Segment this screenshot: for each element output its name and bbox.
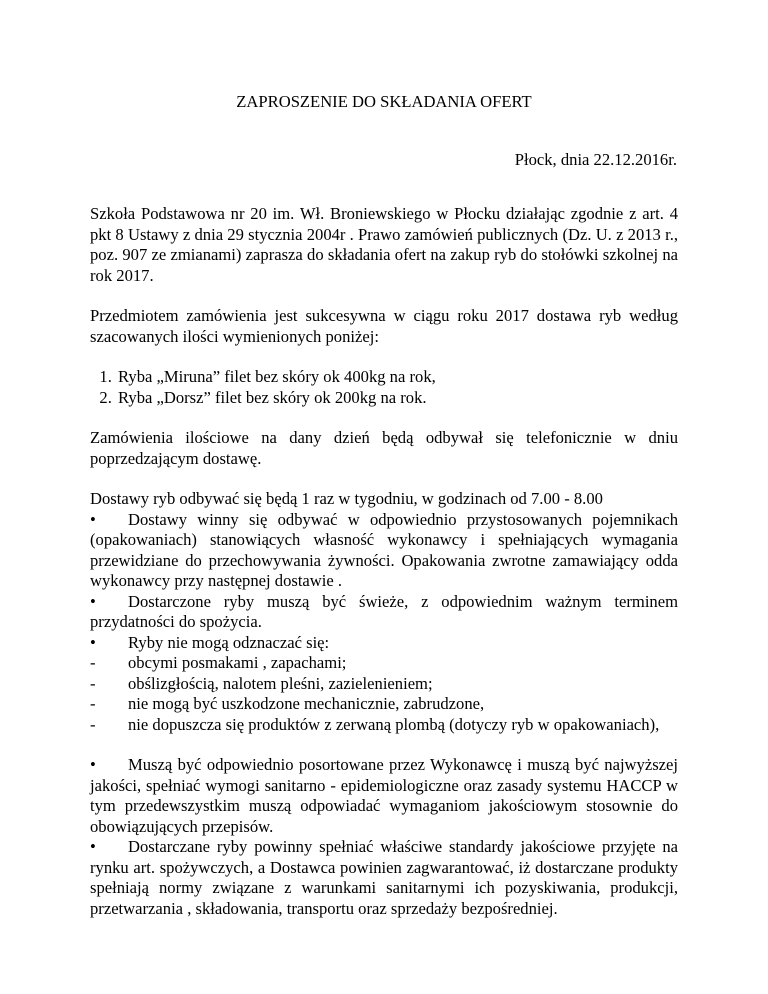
dash-item: [90, 653, 678, 674]
dash-text: obślizgłością, nalotem pleśni, zazielenieniem;: [128, 673, 433, 693]
dash-mark: -: [90, 694, 96, 713]
dash-item: [90, 674, 678, 695]
bullet-text: Muszą być odpowiednio posortowane przez Wykonawcę i muszą być najwyższej jakości, spełniać wymogi sanitarno - epidemiologiczne oraz zasady systemu HACCP w tym przedewszystkim muszą odpowiadać wymaganiom jakościowym stosownie do obowiązujących przepisów.: [90, 755, 678, 836]
bullet-not: [90, 633, 678, 654]
dash-mark: -: [90, 714, 96, 734]
bullet-mark: •: [90, 755, 96, 774]
bullet-mark: •: [90, 509, 96, 529]
bullet-text: Ryby nie mogą odznaczać się:: [128, 632, 330, 652]
document-body: [90, 204, 678, 919]
dash-text: nie mogą być uszkodzone mechanicznie, zabrudzone,: [128, 694, 485, 713]
bullet-text: Dostarczane ryby powinny spełniać właściwe standardy jakościowe przyjęte na rynku art. spożywczych, a Dostawca powinien zagwarantować, iż dostarczane produkty spełniają normy związane z warunkami sanitarnymi ich pozyskiwania, produkcji, przetwarzania , składowania, transportu oraz sprzedaży bezpośredniej.: [90, 837, 678, 918]
delivery-schedule: Dostawy ryb odbywać się będą 1 raz w tygodniu, w godzinach od 7.00 - 8.00: [90, 489, 603, 508]
document-title: ZAPROSZENIE DO SKŁADANIA OFERT: [236, 92, 532, 111]
intro-paragraph: Szkoła Podstawowa nr 20 im. Wł. Broniewskiego w Płocku działając zgodnie z art. 4 pkt 8 Ustawy z dnia 29 stycznia 2004r . Prawo zamówień publicznych (Dz. U. z 2013 r., poz. 907 ze zmianami) zaprasza do składania ofert na zakup ryb do stołówki szkolnej na rok 2017.: [90, 204, 678, 285]
bullet-standards: [90, 837, 678, 919]
bullet-packaging: [90, 510, 678, 592]
subject-paragraph: Przedmiotem zamówienia jest sukcesywna w ciągu roku 2017 dostawa ryb według szacowanych ilości wymienionych poniżej:: [90, 306, 678, 346]
bullet-mark: •: [90, 837, 96, 856]
dash-mark: -: [90, 653, 96, 672]
dash-item: [90, 694, 678, 715]
bullet-fresh: [90, 592, 678, 633]
dash-item: [90, 715, 678, 736]
bullet-mark: •: [90, 591, 96, 611]
date-line: Płock, dnia 22.12.2016r.: [514, 150, 677, 169]
dash-text: nie dopuszcza się produktów z zerwaną plombą (dotyczy ryb w opakowaniach),: [128, 714, 660, 734]
orders-paragraph: Zamówienia ilościowe na dany dzień będą odbywał się telefonicznie w dniu poprzedzającym dostawę.: [90, 428, 678, 468]
dash-text: obcymi posmakami , zapachami;: [128, 653, 347, 672]
list-item: 1. Ryba „Miruna” filet bez skóry ok 400kg na rok,: [116, 367, 678, 388]
bullet-sorted: [90, 755, 678, 837]
bullet-mark: •: [90, 632, 96, 652]
list-item: 2. Ryba „Dorsz” filet bez skóry ok 200kg na rok.: [116, 388, 678, 409]
dash-mark: -: [90, 673, 96, 693]
bullet-text: Dostarczone ryby muszą być świeże, z odpowiednim ważnym terminem przydatności do spożycia.: [90, 591, 678, 631]
items-list: [90, 367, 678, 408]
bullet-text: Dostawy winny się odbywać w odpowiednio przystosowanych pojemnikach (opakowaniach) stanowiących własność wykonawcy i spełniających wymagania przewidziane do przechowywania żywności. Opakowania zwrotne zamawiający odda wykonawcy przy następnej dostawie .: [90, 509, 678, 590]
